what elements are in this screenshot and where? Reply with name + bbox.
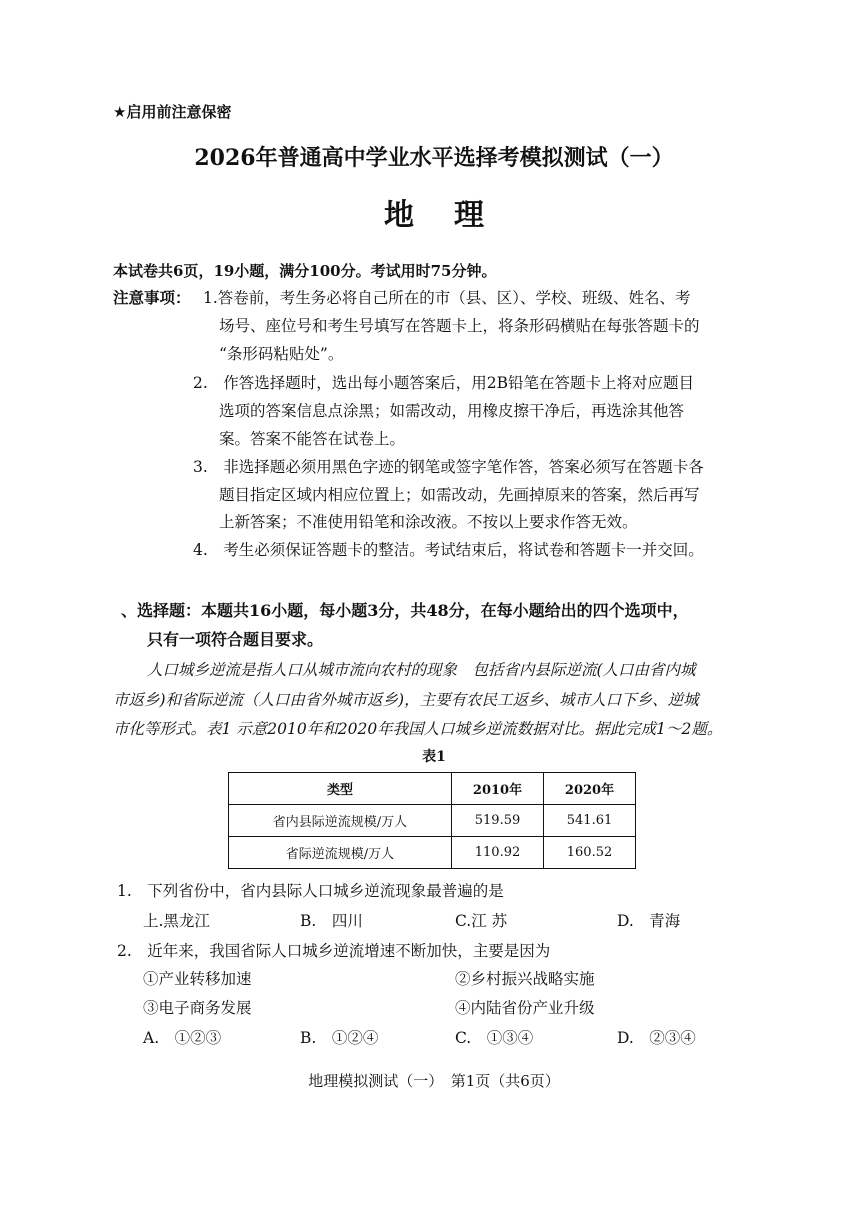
notice-item-3-line-3: 上新答案；不准使用铅笔和涂改液。不按以上要求作答无效。	[219, 513, 638, 531]
question-1-option-b: B. 四川	[300, 912, 363, 930]
table-cell: 省内县际逆流规模/万人	[229, 805, 452, 837]
exam-title: 2026年普通高中学业水平选择考模拟测试（一）	[194, 145, 674, 171]
section-heading-line-2: 只有一项符合题目要求。	[147, 630, 324, 649]
question-2-option-a: A. ①②③	[143, 1029, 222, 1047]
confidential-label: ★启用前注意保密	[113, 103, 232, 121]
question-1-option-a: 上.黑龙江	[143, 912, 210, 930]
question-2-option-d: D. ②③④	[617, 1029, 696, 1047]
question-2-option-b: B. ①②④	[300, 1029, 379, 1047]
table-caption: 表1	[422, 749, 446, 765]
table-cell: 110.92	[452, 837, 544, 869]
notice-item-1-line-3: “条形码粘贴处”。	[219, 345, 344, 363]
table-cell: 省际逆流规模/万人	[229, 837, 452, 869]
question-2-item-1: ①产业转移加速	[143, 970, 252, 988]
notice-item-2-line-3: 案。答案不能答在试卷上。	[219, 430, 406, 448]
section-heading-line-1: 、选择题：本题共16小题，每小题3分，共48分，在每小题给出的四个选项中，	[121, 601, 689, 620]
question-2-item-3: ③电子商务发展	[143, 999, 252, 1017]
table-row	[229, 805, 636, 837]
notice-item-2-line-2: 选项的答案信息点涂黑；如需改动，用橡皮擦干净后，再选涂其他答	[219, 402, 685, 420]
table-cell: 541.61	[544, 805, 636, 837]
question-2-stem: 2. 近年来，我国省际人口城乡逆流增速不断加快，主要是因为	[117, 942, 551, 960]
notice-item-2-line-1: 2. 作答选择题时，选出每小题答案后，用2B铅笔在答题卡上将对应题目	[193, 374, 695, 392]
passage-line-1: 人口城乡逆流是指人口从城市流向农村的现象 包括省内县际逆流(人口由省内城	[147, 661, 696, 679]
notice-item-3-line-2: 题目指定区域内相应位置上；如需改动，先画掉原来的答案，然后再写	[219, 486, 700, 504]
table-cell: 160.52	[544, 837, 636, 869]
table-row	[229, 837, 636, 869]
question-2-item-4: ④内陆省份产业升级	[455, 999, 595, 1017]
notice-item-3-line-1: 3. 非选择题必须用黑色字迹的钢笔或签字笔作答，答案必须写在答题卡各	[193, 458, 704, 476]
passage-line-2: 市返乡)和省际逆流（人口由省外城市返乡)，主要有农民工返乡、城市人口下乡、逆城	[113, 691, 699, 709]
passage-line-3: 市化等形式。表1 示意2010年和2020年我国人口城乡逆流数据对比。据此完成1～2题。	[113, 720, 723, 738]
table-header-row	[229, 773, 636, 805]
question-1-option-d: D. 青海	[617, 912, 681, 930]
subject-title: 地理	[384, 198, 524, 233]
notice-item-1-line-1: 1.答卷前，考生务必将自己所在的市（县、区）、学校、班级、姓名、考	[203, 289, 691, 307]
table-header-2010: 2010年	[452, 773, 544, 805]
question-2-option-c: C. ①③④	[455, 1029, 534, 1047]
question-1-stem: 1. 下列省份中，省内县际人口城乡逆流现象最普遍的是	[117, 882, 504, 900]
notice-item-4-line-1: 4. 考生必须保证答题卡的整洁。考试结束后，将试卷和答题卡一并交回。	[193, 541, 704, 559]
exam-intro: 本试卷共6页，19小题，满分100分。考试用时75分钟。	[113, 262, 497, 280]
data-table	[228, 772, 636, 869]
table-header-type: 类型	[229, 773, 452, 805]
question-2-item-2: ②乡村振兴战略实施	[455, 970, 595, 988]
table-cell: 519.59	[452, 805, 544, 837]
notice-heading: 注意事项：	[113, 288, 191, 307]
question-1-option-c: C.江 苏	[455, 912, 508, 930]
page-footer: 地理模拟测试（一） 第1页（共6页）	[308, 1072, 560, 1090]
table-header-2020: 2020年	[544, 773, 636, 805]
notice-item-1-line-2: 场号、座位号和考生号填写在答题卡上，将条形码横贴在每张答题卡的	[219, 317, 700, 335]
